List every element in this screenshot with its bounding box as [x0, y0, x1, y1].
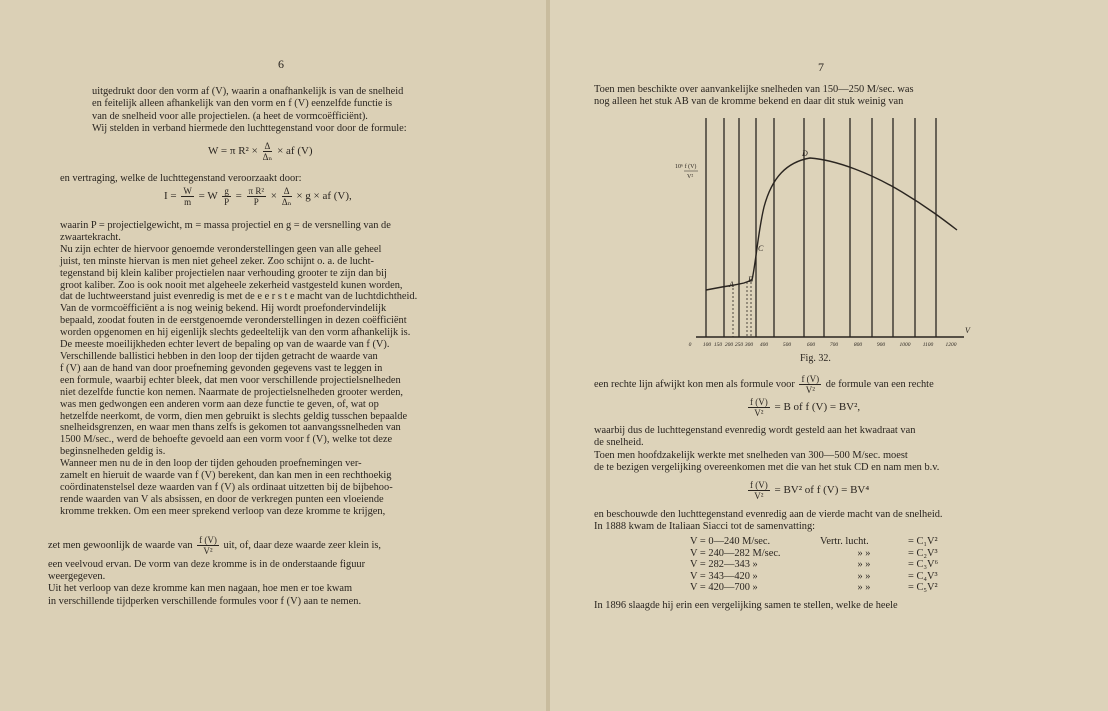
- eq-part: = B of f (V) = BV²,: [774, 401, 861, 414]
- table-cell: V = 420—700 »: [690, 582, 758, 594]
- x-tick-label: 800: [853, 342, 863, 348]
- x-axis-label: V: [965, 326, 970, 335]
- text-line: Uit het verloop van deze kromme kan men nagaan, hoe men er toe kwam: [48, 583, 353, 595]
- siacci-table: [690, 536, 938, 594]
- text-line: rende waarden van V als absissen, en door de verkregen punten een vloeiende: [60, 493, 384, 505]
- text-line: dat de luchtweerstand juist evenredig is met de e e r s t e macht van de luchtdichtheid.: [60, 291, 418, 303]
- text-line: 1500 M/sec., werd de behoefte gevoeld aan een vorm voor f (V), welke tot deze: [60, 434, 393, 446]
- x-tick-label: 600: [806, 342, 816, 348]
- text-line: Wij stelden in verband hiermede den luchttegenstand voor door de formule:: [92, 123, 407, 135]
- text-line: worden opgenomen en hij eigenlijk slechts gedeeltelijk van den vorm afhankelijk is.: [60, 327, 411, 339]
- frac-den: V²: [805, 385, 815, 395]
- figure-32: [672, 112, 972, 364]
- x-tick-label: 150: [713, 342, 723, 348]
- y-label-num: 10⁶ f (V): [675, 164, 697, 170]
- eq-part: × af (V): [277, 145, 313, 158]
- x-tick-label: 500: [782, 342, 792, 348]
- text-line: coördinatenstelsel deze waarden van f (V) als ordinaat uitzetten bij de bijbehoo-: [60, 481, 393, 493]
- table-cell: V = 0—240 M/sec.: [690, 536, 771, 547]
- text-line: groot kaliber. Zoo is ook nooit met algeheele zekerheid vastgesteld kunen worden,: [60, 279, 403, 291]
- frac-num: f (V): [750, 480, 768, 490]
- left-para-2: en vertraging, welke de luchttegenstand veroorzaakt door:: [60, 173, 302, 184]
- text-line: zamelt en hieruit de waarde van f (V) berekent, dan kan men in een rechthoekig: [60, 470, 392, 482]
- right-para-3: [594, 509, 943, 534]
- dashed-markers: [733, 282, 751, 337]
- text-line: een formule, waarbij echter bleek, dat men voor verschillende projectielsnelheden: [60, 374, 401, 386]
- right-para-4: In 1896 slaagde hij erin een vergelijking samen te stellen, welke de heele: [594, 600, 898, 611]
- figure-caption: Fig. 32.: [800, 353, 831, 364]
- frac-num: g: [224, 186, 229, 196]
- text-line: in verschillende tijdperken verschillende formules voor f (V) aan te nemen.: [48, 595, 362, 607]
- x-tick-label: 1100: [922, 342, 934, 348]
- text-line: Van de vormcoëfficiënt a is nog weinig bekend. Hij wordt proefondervindelijk: [60, 303, 387, 315]
- eq-part: = BV² of f (V) = BV⁴: [774, 484, 870, 497]
- left-line-zet: [48, 535, 381, 556]
- table-cell: Vertr. lucht.: [820, 536, 869, 547]
- frac-num: f (V): [199, 535, 217, 545]
- x-tick-label: 250: [734, 342, 744, 348]
- book-gutter: [546, 0, 550, 711]
- fraction: [222, 186, 231, 207]
- text-line: uitgedrukt door den vorm af (V), waarin a onafhankelijk is van de snelheid: [92, 86, 404, 97]
- frac-den: P: [224, 197, 230, 207]
- table-cell: = C₂V³: [908, 547, 938, 559]
- point-label-d: D: [802, 149, 808, 158]
- frac-num: f (V): [801, 374, 820, 384]
- right-para-1: [594, 84, 914, 109]
- text-line: beginsnelheden geldig is.: [60, 446, 166, 458]
- text-line: een veelvoud ervan. De vorm van deze kromme is in de onderstaande figuur: [48, 559, 366, 570]
- table-cell: V = 282—343 »: [690, 559, 758, 571]
- x-tick-label: 0: [688, 342, 692, 348]
- text-line: tegenstand bij klein kaliber projectielen naar verhouding grooter te zijn dan bij: [60, 267, 387, 279]
- equation-i: [164, 186, 352, 207]
- eq-part: = W: [198, 190, 218, 203]
- frac-num: π R²: [248, 186, 265, 196]
- vertical-gridlines: [706, 118, 936, 337]
- text-line: waarin P = projectielgewicht, m = massa projectiel en g = de versnelling van de: [60, 220, 391, 231]
- table-cell: V = 343—420 »: [690, 570, 758, 582]
- x-tick-label: 300: [744, 342, 754, 348]
- point-label-c: C: [758, 244, 764, 253]
- fraction: [247, 186, 267, 207]
- frac-den: Δₙ: [281, 197, 292, 207]
- table-row: [690, 548, 938, 560]
- table-cell: » »: [857, 559, 871, 571]
- text-line: de te bezigen vergelijking overeenkomen met die van het stuk CD en nam men b.v.: [594, 462, 940, 474]
- table-cell: » »: [857, 547, 871, 559]
- point-label-b: B: [748, 275, 753, 284]
- fraction: [748, 480, 770, 501]
- x-tick-label: 100: [702, 342, 712, 348]
- right-para-2: [594, 425, 939, 475]
- text-line: f (V) aan de hand van door proefneming gevonden gegevens vast te leggen in: [60, 362, 383, 374]
- table-cell: = C₁V²: [908, 536, 938, 547]
- text-part: zet men gewoonlijk de waarde van: [48, 539, 193, 551]
- text-line: De meeste moeilijkheden echter levert de bepaling op van de waarde van f (V).: [60, 339, 390, 351]
- table-header-row: [690, 536, 938, 548]
- x-tick-label: 700: [829, 342, 839, 348]
- fraction: [748, 397, 770, 418]
- frac-num: W: [183, 186, 192, 196]
- left-para-4: [48, 559, 365, 608]
- frac-num: Δ: [283, 186, 290, 196]
- equation-bv2: [746, 397, 860, 418]
- text-part: een rechte lijn afwijkt kon men als formule voor: [594, 378, 795, 390]
- page-number-left: 6: [278, 57, 284, 71]
- left-para-3: [60, 220, 417, 518]
- table-cell: V = 240—282 M/sec.: [690, 547, 781, 559]
- fraction: [197, 535, 219, 556]
- text-line: kromme trekken. Om een meer sprekend verloop van deze kromme te krijgen,: [60, 505, 386, 517]
- text-part: uit, of, daar deze waarde zeer klein is,: [223, 539, 382, 551]
- eq-part: =: [235, 190, 242, 203]
- eq-part: I =: [164, 190, 177, 203]
- eq-part: ×: [270, 190, 278, 203]
- eq-part: W = π R² ×: [208, 145, 258, 158]
- frac-num: Δ: [264, 141, 271, 151]
- text-line: snelheidsgrenzen, en waar men thans zelfs is gekomen tot aanvangssnelheden van: [60, 422, 401, 434]
- drag-curve: [706, 158, 957, 290]
- text-line: hetzelfde neerkomt, de vorm, dien men gebruikt is slechts geldig tusschen bepaalde: [60, 410, 408, 422]
- x-tick-label: 1200: [945, 342, 957, 348]
- table-cell: » »: [857, 570, 871, 582]
- table-row: [690, 571, 938, 583]
- x-tick-labels: [689, 341, 957, 348]
- text-line: weergegeven.: [48, 571, 106, 583]
- text-line: waarbij dus de luchttegenstand evenredig wordt gesteld aan het kwadraat van: [594, 425, 916, 436]
- text-line: was men gedwongen een anderen vorm aan deze functie te geven, of, wat op: [60, 398, 379, 410]
- y-label-den: V²: [687, 174, 694, 180]
- text-line: nog alleen het stuk AB van de kromme bekend en daar dit stuk weinig van: [594, 96, 904, 108]
- fraction: [799, 374, 821, 395]
- text-line: Toen men hoofdzakelijk werkte met snelheden van 300—500 M/sec. moest: [594, 449, 908, 461]
- frac-den: V²: [754, 408, 764, 418]
- x-tick-label: 400: [759, 342, 769, 348]
- eq-part: × g × af (V),: [296, 190, 352, 203]
- left-para-1: [92, 86, 407, 136]
- fraction: [282, 186, 292, 207]
- frac-den: P: [253, 197, 259, 207]
- fraction: [263, 141, 273, 162]
- text-line: juist, ten minste hiervan is men niet geheel zeker. Zoo schijnt o. a. de lucht-: [60, 255, 374, 267]
- point-label-a: A: [729, 280, 734, 289]
- frac-den: m: [184, 197, 192, 207]
- frac-den: V²: [203, 546, 213, 556]
- equation-bv4: [746, 480, 869, 501]
- text-line: niet dezelfde functie kon nemen. Naarmate de projectielsnelheden grooter werden,: [60, 386, 404, 398]
- table-row: [690, 582, 938, 594]
- text-line: van de snelheid voor alle projectielen. (a heet de vormcoëfficiënt).: [92, 110, 368, 122]
- page-number-right: 7: [818, 60, 824, 74]
- table-cell: = C₄V³: [908, 570, 938, 582]
- right-line-rechte: [594, 374, 934, 395]
- text-line: Wanneer men nu de in den loop der tijden gehouden proefnemingen ver-: [60, 458, 362, 470]
- table-cell: = C₃V⁶: [908, 559, 939, 571]
- x-tick-label: 900: [876, 342, 886, 348]
- frac-den: V²: [754, 491, 764, 501]
- text-line: en beschouwde den luchttegenstand evenredig aan de vierde macht van de snelheid.: [594, 509, 943, 520]
- text-line: In 1888 kwam de Italiaan Siacci tot de samenvatting:: [594, 521, 816, 533]
- table-cell: = C₅V²: [908, 582, 938, 594]
- text-line: zwaartekracht.: [60, 231, 121, 243]
- frac-num: f (V): [750, 397, 768, 407]
- fraction: [181, 186, 194, 207]
- table-cell: » »: [857, 582, 871, 594]
- table-row: [690, 559, 938, 571]
- text-line: en feitelijk alleen afhankelijk van den vorm en f (V) eenzelfde functie is: [92, 98, 393, 110]
- text-line: Nu zijn echter de hiervoor genoemde veronderstellingen geen van alle geheel: [60, 243, 382, 255]
- text-line: de snelheid.: [594, 437, 644, 449]
- text-line: Verschillende ballistici hebben in den loop der tijden getracht de waarde van: [60, 350, 378, 362]
- text-part: de formule van een rechte: [825, 378, 934, 390]
- x-tick-label: 200: [724, 342, 734, 348]
- equation-w: [208, 141, 313, 162]
- x-tick-label: 1000: [899, 342, 911, 348]
- text-line: bepaald, zoodat fouten in de eerstgenoemde veronderstellingen in dezen coëfficiënt: [60, 315, 407, 327]
- frac-den: Δₙ: [262, 152, 273, 162]
- text-line: Toen men beschikte over aanvankelijke snelheden van 150—250 M/sec. was: [594, 84, 914, 95]
